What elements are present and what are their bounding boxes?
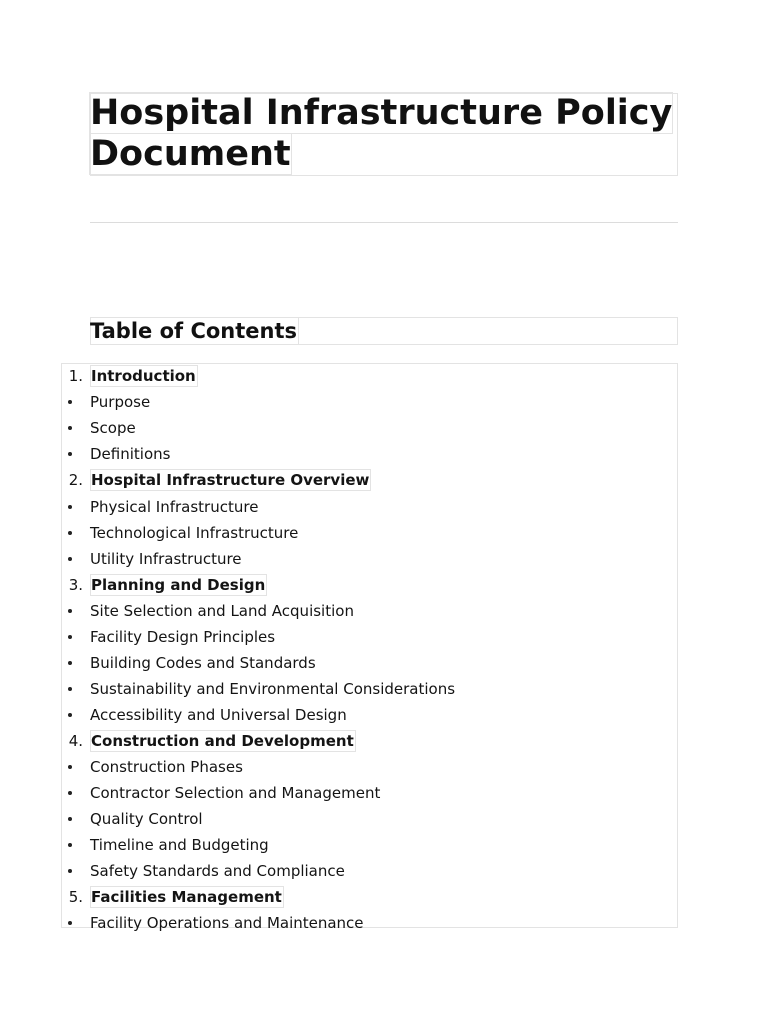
section-number: 2. xyxy=(68,471,83,489)
toc-item xyxy=(62,547,677,571)
toc-section xyxy=(62,364,677,388)
toc-item-label: Facility Operations and Maintenance xyxy=(90,914,364,932)
toc-item xyxy=(62,599,677,623)
toc-item xyxy=(62,833,677,857)
bullet-icon xyxy=(68,505,72,509)
bullet-icon xyxy=(68,635,72,639)
toc-item xyxy=(62,859,677,883)
toc-item xyxy=(62,677,677,701)
toc-section-label: Facilities Management xyxy=(91,888,282,906)
section-number: 1. xyxy=(68,367,83,385)
toc-item xyxy=(62,390,677,414)
toc-section-label: Hospital Infrastructure Overview xyxy=(91,471,370,489)
toc-item-label: Site Selection and Land Acquisition xyxy=(90,602,354,620)
toc-item-label: Physical Infrastructure xyxy=(90,498,259,516)
bullet-icon xyxy=(68,687,72,691)
toc-section xyxy=(62,468,677,492)
section-number: 3. xyxy=(68,576,83,594)
bullet-icon xyxy=(68,661,72,665)
toc-item-label: Definitions xyxy=(90,445,171,463)
bullet-icon xyxy=(68,452,72,456)
toc-section-label: Construction and Development xyxy=(91,732,354,750)
toc-item xyxy=(62,625,677,649)
toc-item xyxy=(62,521,677,545)
section-number: 5. xyxy=(68,888,83,906)
toc-item xyxy=(62,703,677,727)
toc-item-label: Utility Infrastructure xyxy=(90,550,242,568)
toc-list xyxy=(61,363,678,932)
toc-section-label: Introduction xyxy=(91,367,196,385)
bullet-icon xyxy=(68,817,72,821)
toc-section-label: Planning and Design xyxy=(91,576,266,594)
bullet-icon xyxy=(68,609,72,613)
bullet-icon xyxy=(68,531,72,535)
title-line-1: Hospital Infrastructure Policy xyxy=(90,93,673,133)
bullet-icon xyxy=(68,843,72,847)
toc-item xyxy=(62,755,677,779)
toc-item xyxy=(62,911,677,935)
toc-item-label: Facility Design Principles xyxy=(90,628,276,646)
toc-section xyxy=(62,885,677,909)
bullet-icon xyxy=(68,713,72,717)
toc-item xyxy=(62,651,677,675)
bullet-icon xyxy=(68,400,72,404)
toc-item-label: Timeline and Budgeting xyxy=(90,836,269,854)
toc-heading: Table of Contents xyxy=(90,319,298,343)
bullet-icon xyxy=(68,765,72,769)
toc-section xyxy=(62,729,677,753)
toc-section xyxy=(62,573,677,597)
bullet-icon xyxy=(68,791,72,795)
page-title xyxy=(90,93,690,175)
toc-item xyxy=(62,807,677,831)
section-number: 4. xyxy=(68,732,83,750)
toc-item-label: Contractor Selection and Management xyxy=(90,784,381,802)
toc-item xyxy=(62,442,677,466)
toc-item-label: Construction Phases xyxy=(90,758,243,776)
toc-item-label: Safety Standards and Compliance xyxy=(90,862,345,880)
toc-item-label: Purpose xyxy=(90,393,151,411)
toc-item-label: Scope xyxy=(90,419,136,437)
bullet-icon xyxy=(68,557,72,561)
toc-item-label: Technological Infrastructure xyxy=(90,524,299,542)
horizontal-divider xyxy=(90,222,678,223)
title-line-2: Document xyxy=(90,134,291,174)
toc-item-label: Quality Control xyxy=(90,810,203,828)
toc-item xyxy=(62,416,677,440)
toc-item-label: Sustainability and Environmental Considerations xyxy=(90,680,456,698)
toc-item xyxy=(62,495,677,519)
bullet-icon xyxy=(68,921,72,925)
bullet-icon xyxy=(68,426,72,430)
toc-item-label: Accessibility and Universal Design xyxy=(90,706,347,724)
toc-item-label: Building Codes and Standards xyxy=(90,654,316,672)
bullet-icon xyxy=(68,869,72,873)
toc-item xyxy=(62,781,677,805)
